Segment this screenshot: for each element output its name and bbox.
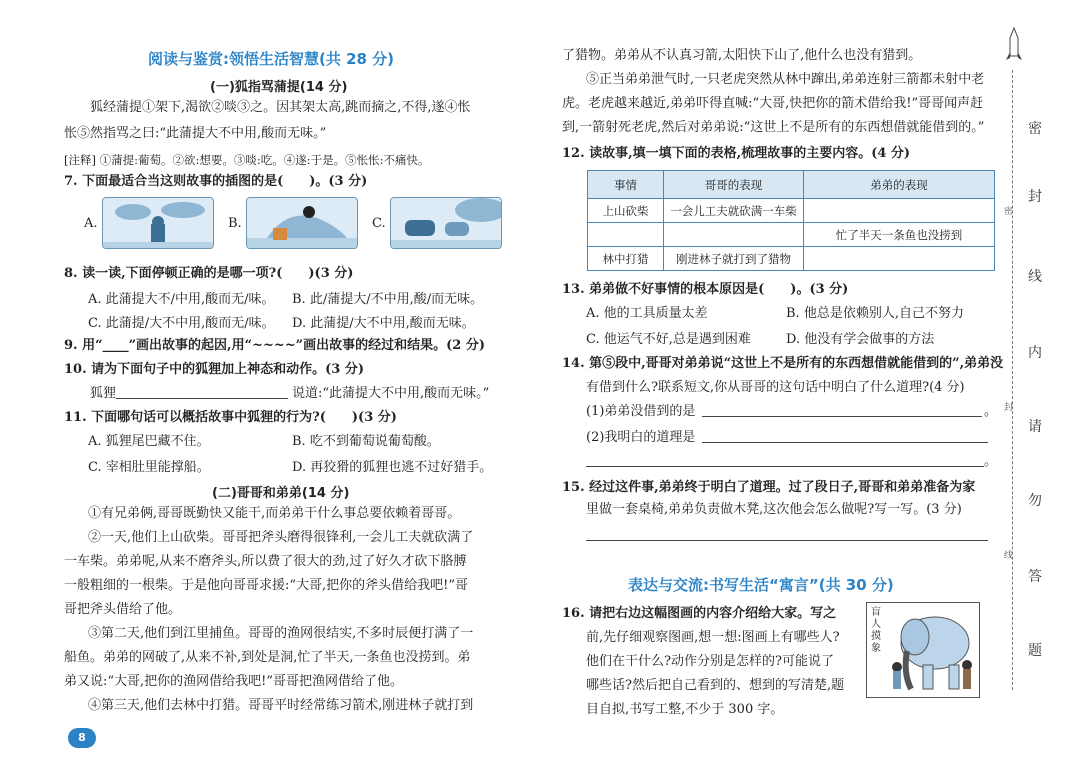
section1-title: 阅读与鉴赏:领悟生活智慧(共 28 分)	[148, 50, 395, 68]
question-15-cont: 里做一套桌椅,弟弟负责做木凳,这次他会怎么做呢?写一写。(3 分)	[586, 502, 962, 517]
q11-option-a: A. 狐狸尾巴藏不住。	[88, 434, 210, 449]
passage1-title: (一)狐指骂蒲提(14 分)	[210, 80, 348, 95]
q7-option-c-label: C.	[372, 216, 386, 231]
margin-char: 线	[1028, 269, 1042, 285]
table-header: 事情	[588, 171, 664, 199]
table-cell-blank[interactable]	[588, 223, 664, 247]
margin-char: 封	[1028, 189, 1042, 205]
table-cell-blank[interactable]	[664, 223, 804, 247]
question-16-cont: 他们在干什么?动作分别是怎样的?可能说了	[586, 654, 834, 669]
passage2-line: 到,一箭射死老虎,然后对弟弟说:“这世上不是所有的东西想借就能借到的。”	[562, 120, 985, 135]
q8-option-b: B. 此/蒲提大/不中用,酸/而无味。	[292, 292, 484, 307]
passage2-line: ②一天,他们上山砍柴。哥哥把斧头磨得很锋利,一会儿工夫就砍满了	[88, 530, 474, 545]
illustration-caption: 盲人摸象	[871, 607, 881, 654]
table-cell: 一会儿工夫就砍满一车柴	[664, 199, 804, 223]
q13-option-c: C. 他运气不好,总是遇到困难	[586, 332, 751, 347]
table-row	[588, 223, 995, 247]
q8-option-c: C. 此蒲提/大不中用,酸而无/味。	[88, 316, 275, 331]
question-14-cont: 有借到什么?联系短文,你从哥哥的这句话中明白了什么道理?(4 分)	[586, 380, 965, 395]
question-16: 16. 请把右边这幅图画的内容介绍给大家。写之	[562, 606, 837, 621]
seal-label: 密	[1004, 207, 1014, 217]
blind-men-and-elephant-illustration	[866, 602, 980, 698]
q14-part1-blank[interactable]	[702, 416, 982, 417]
q10-said: 说道:“此蒲提大不中用,酸而无味。”	[292, 386, 490, 401]
passage1-note: [注释] ①蒲提:葡萄。②欲:想要。③啖:吃。④遂:于是。⑤怅怅:不痛快。	[64, 153, 430, 167]
q14-part1-period: 。	[984, 404, 998, 419]
story-table	[587, 170, 995, 271]
table-cell: 刚进林子就打到了猎物	[664, 247, 804, 271]
page-number: 8	[68, 728, 96, 748]
passage2-line: 了猎物。弟弟从不认真习箭,太阳快下山了,他什么也没有猎到。	[562, 48, 922, 63]
margin-char: 密	[1028, 121, 1042, 137]
q14-part2-blank-2[interactable]	[586, 466, 984, 467]
margin-char: 勿	[1028, 493, 1042, 509]
q13-option-b: B. 他总是依赖别人,自己不努力	[786, 306, 964, 321]
rocket-icon	[1004, 26, 1024, 66]
question-13: 13. 弟弟做不好事情的根本原因是( )。(3 分)	[562, 282, 849, 297]
passage2-line: 一车柴。弟弟呢,从来不磨斧头,所以费了很大的劲,过了好久才砍下胳膊	[64, 554, 467, 569]
table-cell: 上山砍柴	[588, 199, 664, 223]
tiger-and-fox-illustration	[391, 198, 502, 249]
question-10: 10. 请为下面句子中的狐狸加上神态和动作。(3 分)	[64, 362, 365, 377]
elephant-icon	[867, 603, 981, 699]
passage2-line: 虎。老虎越来越近,弟弟吓得直喊:“大哥,快把你的箭术借给我!”哥哥闻声赶	[562, 96, 984, 111]
question-15: 15. 经过这件事,弟弟终于明白了道理。过了段日子,哥哥和弟弟准备为家	[562, 480, 976, 495]
q7-option-c-image[interactable]	[390, 197, 502, 249]
question-16-cont: 目自拟,书写工整,不少于 300 字。	[586, 702, 784, 717]
q7-option-a-image[interactable]	[102, 197, 214, 249]
passage2-line: 弟又说:“大哥,把你的渔网借给我吧!”哥哥把渔网借给了他。	[64, 674, 404, 689]
section2-title: 表达与交流:书写生活“寓言”(共 30 分)	[628, 576, 894, 594]
table-header-row	[588, 171, 995, 199]
q11-option-d: D. 再狡猾的狐狸也逃不过好猎手。	[292, 460, 493, 475]
q14-part2-period: 。	[984, 454, 998, 469]
margin-char: 题	[1028, 643, 1042, 659]
q13-option-a: A. 他的工具质量太差	[586, 306, 708, 321]
crow-and-fox-illustration	[247, 198, 358, 249]
q13-option-d: D. 他没有学会做事的方法	[786, 332, 935, 347]
question-14: 14. 第⑤段中,哥哥对弟弟说“这世上不是所有的东西想借就能借到的”,弟弟没	[562, 356, 1004, 371]
question-9: 9. 用“____”画出故事的起因,用“~~~~”画出故事的经过和结果。(2 分)	[64, 338, 485, 353]
q8-option-a: A. 此蒲提大不/中用,酸而无/味。	[88, 292, 275, 307]
table-row	[588, 199, 995, 223]
margin-char: 答	[1028, 569, 1042, 585]
passage2-line: 哥把斧头借给了他。	[64, 602, 182, 617]
question-16-cont: 前,先仔细观察图画,想一想:图画上有哪些人?	[586, 630, 840, 645]
passage2-line: ⑤正当弟弟泄气时,一只老虎突然从林中蹿出,弟弟连射三箭都未射中老	[586, 72, 985, 87]
table-cell: 林中打猎	[588, 247, 664, 271]
margin-char: 内	[1028, 345, 1042, 361]
seal-dashed-line	[1012, 70, 1013, 690]
q7-option-b-image[interactable]	[246, 197, 358, 249]
passage2-line: ④第三天,他们去林中打猎。哥哥平时经常练习箭术,刚进林子就打到	[88, 698, 474, 713]
table-header: 哥哥的表现	[664, 171, 804, 199]
question-16-cont: 哪些话?然后把自己看到的、想到的写清楚,题	[586, 678, 845, 693]
seal-label: 封	[1004, 403, 1014, 413]
q8-option-d: D. 此蒲提/大不中用,酸而无味。	[292, 316, 475, 331]
table-cell: 忙了半天一条鱼也没捞到	[804, 223, 995, 247]
question-7: 7. 下面最适合当这则故事的插图的是( )。(3 分)	[64, 174, 368, 189]
q7-option-b-label: B.	[228, 216, 242, 231]
passage2-title: (二)哥哥和弟弟(14 分)	[212, 486, 350, 501]
table-header: 弟弟的表现	[804, 171, 995, 199]
q14-part1: (1)弟弟没借到的是	[586, 404, 696, 419]
seal-label: 线	[1004, 551, 1014, 561]
q7-option-a-label: A.	[84, 216, 98, 231]
passage2-line: 船鱼。弟弟的网破了,从来不补,到处是洞,忙了半天,一条鱼也没捞到。弟	[64, 650, 471, 665]
fox-under-grapes-illustration	[103, 198, 214, 249]
table-cell-blank[interactable]	[804, 199, 995, 223]
question-11: 11. 下面哪句话可以概括故事中狐狸的行为?( )(3 分)	[64, 410, 397, 425]
margin-char: 请	[1028, 419, 1042, 435]
passage2-line: ③第二天,他们到江里捕鱼。哥哥的渔网很结实,不多时辰便打满了一	[88, 626, 474, 641]
q11-option-b: B. 吃不到葡萄说葡萄酸。	[292, 434, 440, 449]
q14-part2-blank[interactable]	[702, 442, 988, 443]
passage2-line: ①有兄弟俩,哥哥既勤快又能干,而弟弟干什么事总要依赖着哥哥。	[88, 506, 461, 521]
table-cell-blank[interactable]	[804, 247, 995, 271]
passage1-line: 狐经蒲提①架下,渴欲②啖③之。因其架太高,跳而摘之,不得,遂④怅	[90, 100, 471, 115]
q10-answer-blank[interactable]	[116, 398, 288, 399]
passage1-line: 怅⑤然指骂之曰:“此蒲提大不中用,酸而无味。”	[64, 126, 327, 141]
question-12: 12. 读故事,填一填下面的表格,梳理故事的主要内容。(4 分)	[562, 146, 911, 161]
q14-part2: (2)我明白的道理是	[586, 430, 696, 445]
q15-answer-blank[interactable]	[586, 540, 988, 541]
table-row	[588, 247, 995, 271]
question-8: 8. 读一读,下面停顿正确的是哪一项?( )(3 分)	[64, 266, 354, 281]
q11-option-c: C. 宰相肚里能撑船。	[88, 460, 210, 475]
q10-fox-label: 狐狸	[90, 386, 117, 401]
passage2-line: 一般粗细的一根柴。于是他向哥哥求援:“大哥,把你的斧头借给我吧!”哥	[64, 578, 469, 593]
